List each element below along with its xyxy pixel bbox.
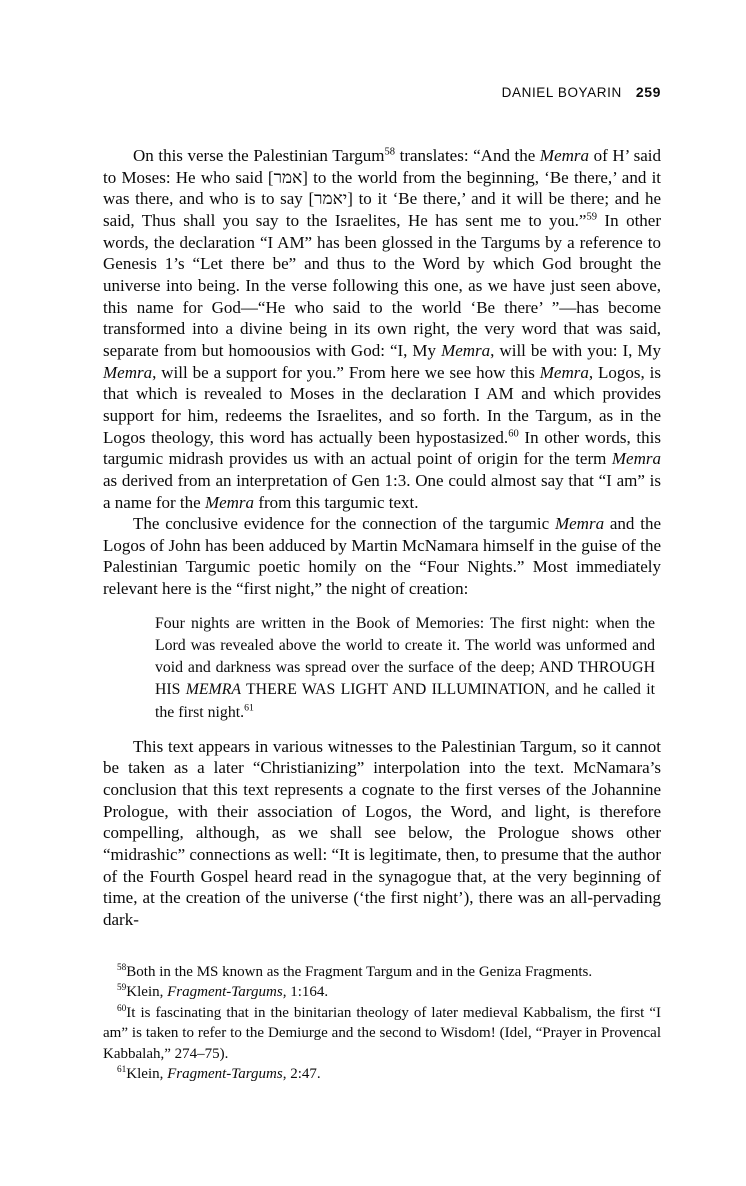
paragraph-conclusive-evidence: The conclusive evidence for the connection of the targumic Memra and the Logos of John has been adduced by Martin McNamara himself in the guise of the Palestinian Targumic poetic homily on the “Four Nights.” Most immediately relevant here is the “first night,” the night of creation:: [103, 514, 661, 599]
footnote-60: $^{60}$It is fascinating that in the binitarian theology of later medieval Kabbalism, the first “I am” is taken to refer to the Demiurge and the second to Wisdom! (Idel, “Prayer in Provencal Kabbalah,” 274–75).: [103, 1003, 661, 1062]
footnotes-section: [103, 962, 661, 1084]
body-text-column: [103, 145, 661, 931]
page-number: 259: [635, 84, 661, 100]
running-header: [103, 84, 661, 100]
footnote-59: $^{59}$Klein, Fragment-Targums, 1:164.: [117, 983, 329, 1001]
paragraph-text-witnesses: This text appears in various witnesses to the Palestinian Targum, so it cannot be taken as a later “Christianizing” interpolation into the text. McNamara’s conclusion that this text represents a cognate to the first verses of the Johannine Prologue, with their association of Logos, the Word, and light, is therefore compelling, although, as we shall see below, the Prologue shows other “midrashic” connections as well: “It is legitimate, then, to presume that the author of the Fourth Gospel heard read in the synagogue that, at the very beginning of time, at the creation of the universe (‘the first night’), there was an all-pervading dark-: [103, 736, 661, 930]
footnote-58: $^{58}$Both in the MS known as the Fragment Targum and in the Geniza Fragments.: [117, 963, 593, 980]
header-author-name: DANIEL BOYARIN: [501, 85, 622, 100]
footnote-61: $^{61}$Klein, Fragment-Targums, 2:47.: [117, 1065, 321, 1083]
paragraph-targum-translation: On this verse the Palestinian Targum$^{58}$ translates: “And the Memra of H’ said to Moses: He who said [אמר] to the world from the beginning, ‘Be there,’ and it was there, and who is to say [יאמר] to it ‘Be there,’ and it will be there; and he said, Thus shall you say to the Israelites, He has sent me to you.”$^{59}$ In other words, the declaration “I AM” has been glossed in the Targums by a reference to Genesis 1’s “Let there be” and thus to the Word by which God brought the universe into being. In the verse following this one, as we have just seen above, this name for God—“He who said to the world ‘Be there’ ”—has become transformed into a divine being in its own right, the very word that was said, separate from but homoousios with God: “I, My Memra, will be with you: I, My Memra, will be a support for you.” From here we see how this Memra, Logos, is that which is revealed to Moses in the declaration I AM and which provides support for him, redeems the Israelites, and so forth. In the Targum, as in the Logos theology, this word has actually been hypostasized.$^{60}$ In other words, this targumic midrash provides us with an actual point of origin for the term Memra as derived from an interpretation of Gen 1:3. One could almost say that “I am” is a name for the Memra from this targumic text.: [103, 146, 662, 512]
block-quote-four-nights: Four nights are written in the Book of Memories: The first night: when the Lord was revealed above the world to create it. The world was unformed and void and darkness was spread over the surface of the deep; AND THROUGH HIS MEMRA THERE WAS LIGHT AND ILLUMINATION, and he called it the first night.$^{61}$: [155, 614, 655, 721]
